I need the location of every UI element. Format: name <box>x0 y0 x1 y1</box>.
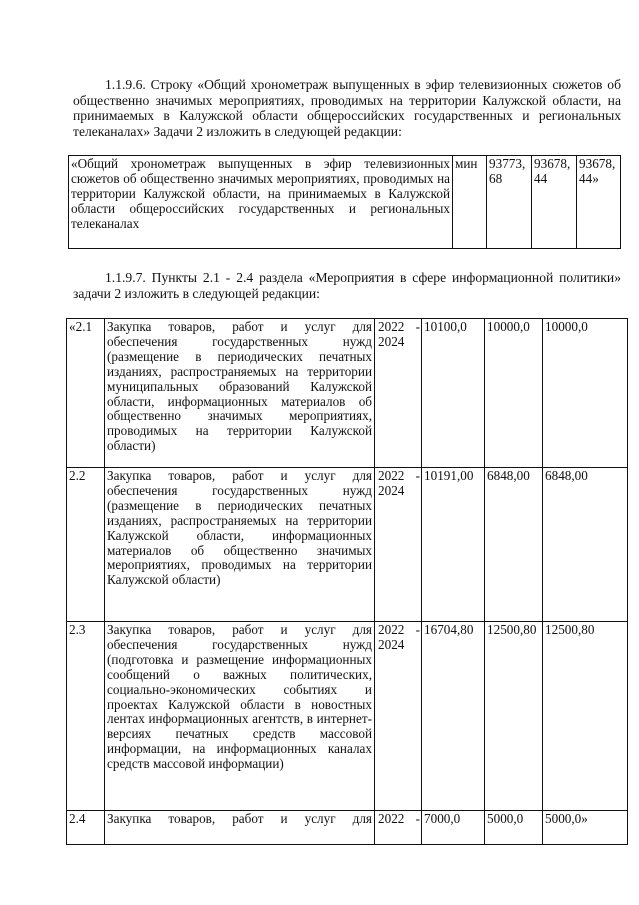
indicator-table <box>68 155 621 249</box>
period-end: 2024 <box>378 636 405 652</box>
value-cell-2: 93678,44 <box>532 156 577 249</box>
period-cell <box>375 319 422 468</box>
value-cell-3: 10000,0 <box>543 319 628 468</box>
value-cell-3: 6848,00 <box>543 468 628 622</box>
value-cell-2: 5000,0 <box>485 811 543 845</box>
table-row <box>69 156 621 249</box>
value-cell-1: 10100,0 <box>422 319 485 468</box>
value-cell-3: 93678,44» <box>577 156 621 249</box>
table-row <box>67 319 628 468</box>
measure-name-cell: Закупка товаров, работ и услуг для обеспечения государственных нужд (размещение в периодических печатных изданиях, распространяемых на территории муниципальных образований Калужской области, информационных материалов об общественно значимых мероприятиях, проводимых на территории Калужской области) <box>105 319 375 468</box>
value-cell-1: 7000,0 <box>422 811 485 845</box>
measure-name-cell: Закупка товаров, работ и услуг для обеспечения государственных нужд (подготовка и размещение информационных сообщений о важных политических, социально-экономических событиях и проектах Калужской области в новостных лентах информационных агентств, в интернет-версиях печатных средств массовой информации, на информационных каналах средств массовой информации) <box>105 622 375 811</box>
value-cell-3: 5000,0» <box>543 811 628 845</box>
value-cell-1: 10191,00 <box>422 468 485 622</box>
row-number-cell: 2.3 <box>67 622 105 811</box>
measures-table <box>66 318 628 845</box>
period-start: 2022 - <box>378 811 420 826</box>
value-cell-2: 6848,00 <box>485 468 543 622</box>
period-end: 2024 <box>378 333 405 349</box>
measure-name-cell: Закупка товаров, работ и услуг для обеспечения государственных нужд (размещение в периодических печатных изданиях, распространяемых на территории Калужской области, информационных материалов об общественно значимых мероприятиях, проводимых на территории Калужской области) <box>105 468 375 622</box>
row-number-cell: 2.4 <box>67 811 105 845</box>
measure-name-cell: Закупка товаров, работ и услуг для <box>105 811 375 845</box>
table-row <box>67 468 628 622</box>
period-cell <box>375 622 422 811</box>
unit-cell: мин <box>453 156 487 249</box>
paragraph-1-1-9-6 <box>73 77 621 139</box>
period-end: 2024 <box>378 482 405 498</box>
period-start: 2022 - <box>378 622 420 637</box>
indicator-name-cell: «Общий хронометраж выпущенных в эфир телевизионных сюжетов об общественно значимых мероприятиях, проводимых на территории Калужской области, на принимаемых в Калужской области общероссийских государственных и региональных телеканалах <box>69 156 453 249</box>
table-row <box>67 811 628 845</box>
value-cell-1: 16704,80 <box>422 622 485 811</box>
paragraph-text: 1.1.9.7. Пункты 2.1 - 2.4 раздела «Мероприятия в сфере информационной политики» задачи 2 изложить в следующей редакции: <box>73 270 621 301</box>
table-row <box>67 622 628 811</box>
value-cell-2: 10000,0 <box>485 319 543 468</box>
period-start: 2022 - <box>378 468 420 483</box>
row-number-cell: «2.1 <box>67 319 105 468</box>
period-cell <box>375 811 422 845</box>
value-cell-1: 93773,68 <box>487 156 532 249</box>
row-number-cell: 2.2 <box>67 468 105 622</box>
value-cell-2: 12500,80 <box>485 622 543 811</box>
period-cell <box>375 468 422 622</box>
value-cell-3: 12500,80 <box>543 622 628 811</box>
paragraph-1-1-9-7 <box>73 270 621 301</box>
period-start: 2022 - <box>378 319 420 334</box>
paragraph-text: 1.1.9.6. Строку «Общий хронометраж выпущенных в эфир телевизионных сюжетов об общественно значимых мероприятиях, проводимых на территории Калужской области, на принимаемых в Калужской области общероссийских государственных и региональных телеканалах» Задачи 2 изложить в следующей редакции: <box>73 77 621 139</box>
